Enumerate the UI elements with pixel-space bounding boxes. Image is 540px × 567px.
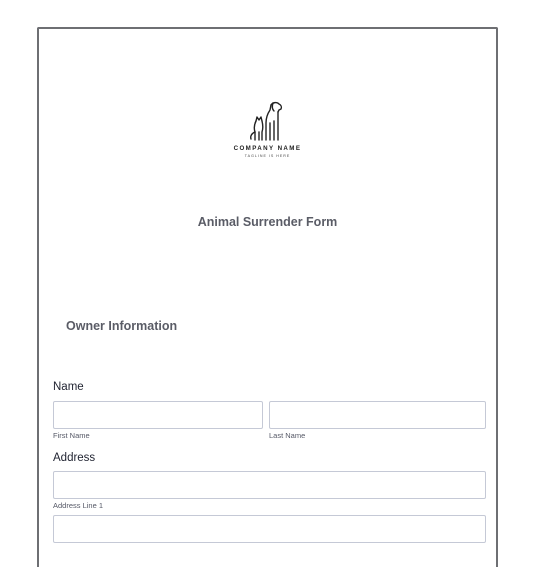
- company-name: COMPANY NAME: [233, 145, 302, 152]
- address-line1-sublabel: Address Line 1: [53, 501, 104, 510]
- name-field-label: Name: [53, 381, 84, 393]
- company-tagline: TAGLINE IS HERE: [244, 154, 291, 158]
- section-heading-owner-information: Owner Information: [66, 319, 178, 333]
- dog-and-cat-line-art-icon: [244, 99, 292, 143]
- first-name-sublabel: First Name: [53, 431, 90, 440]
- address-line1-input[interactable]: [53, 471, 486, 499]
- address-line2-input[interactable]: [53, 515, 486, 543]
- company-logo: [39, 99, 496, 158]
- last-name-input[interactable]: [269, 401, 486, 429]
- form-card: [37, 27, 498, 567]
- form-title: Animal Surrender Form: [197, 215, 338, 229]
- last-name-sublabel: Last Name: [269, 431, 306, 440]
- address-field-label: Address: [53, 452, 96, 464]
- first-name-input[interactable]: [53, 401, 263, 429]
